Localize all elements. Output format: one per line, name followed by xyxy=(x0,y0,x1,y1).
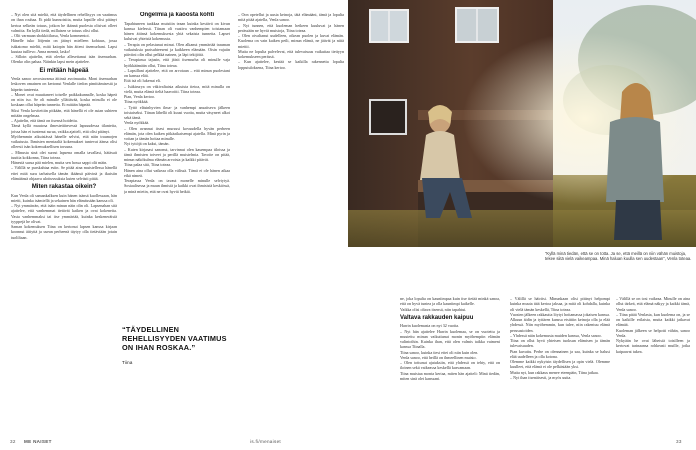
paragraph: – Välillä se häiritsi. Minunkaan olisi pitänyt helpompi kuinka muuta tätä kertoa jaksaa, ja mitä oli kohdalla, kuinka oli vielä tämän keskellä, Tiina toteaa. xyxy=(510,296,610,312)
paragraph: Pian kuvattu. Perhe on olennainen ja saa, kuinka se halusi elää uudelleen ja olla kotona. xyxy=(510,348,610,359)
paragraph: – Terapia on pelastanut minut. Olen alkanut ymmärtää trauman vaikutuksia parisuhteeseni ja kaikkeen elämään. Oisin vajaiin päiviini olin ollut pelkkä nainen, ja läpi tekijöitä. xyxy=(124,41,230,57)
text-column-4 xyxy=(400,296,500,436)
paragraph: Tiina on ollut hyvä yhteisen tuoksun elämisen ja tämän tulevaisuuden. xyxy=(510,338,610,349)
paragraph: – Oon opetellut ja uusia keinoja, tätä elämääni, tämä ja lopulta mitä pitää ajatella, Venla sanoo. xyxy=(238,12,344,23)
paragraph: – Lapsillani ajattelee, että on arvotaan – että minun puolestani on kanssa elää. xyxy=(124,67,230,78)
paragraph: Tiina palaa sitä, Tiina toteaa. xyxy=(124,162,172,168)
pull-quote xyxy=(122,325,230,367)
paragraph: Alkuun äidin ja tyttären kanssa etsittiin keinoja olla ja elää yhdessä. Niin myöhemmin, kun tulee, niin rakentuu elämä perusasioiden. xyxy=(510,317,610,333)
paragraph: Venla sanoo, että heillä on ihmeellinen muisto. xyxy=(400,354,477,360)
paragraph: Kun Venla oli samankalksen kuin hänen isänsä kuollessaan, hän mietti, kuinka isämiellä ja sekainen hän elämässään kanssa oli. xyxy=(11,192,117,203)
text-column-5 xyxy=(510,296,610,436)
magazine-url: is.fi/menaiset xyxy=(250,439,282,444)
paragraph: Harrin kuolemasta on nyt 32 vuotta. xyxy=(400,323,460,329)
photo-caption: ”Kyllä minä tiedän, että se on totta. Ja se, että meillä on niin vähän muistoja, tekee siitä vielä vaikeampaa. Minä haluan kuulla sen uudestaan”, Venla toteaa. xyxy=(545,251,692,262)
paragraph: Hänen aina ollut vaikeaa olla välissä. Tämä ei ole hänen aikaa eikä nimeä. xyxy=(124,167,230,178)
paragraph: – Kun ajattelee, kestää se kaikilla rakennetta lopulta lopputuloksena, Tiina kertoo. xyxy=(238,59,344,70)
paragraph: Kuoleman jälkeen se helpotti vähän, sanoo Venla. xyxy=(616,327,690,338)
paragraph: Olemme kaikki nykyisin täydellisen ja opin vielä. Olemme kuulleet, että elämä ei ole pelkästään yksi. xyxy=(510,359,610,370)
section-heading: Ongelmia ja kaoosta kohti xyxy=(139,12,215,18)
paragraph: Tämä kyllä muutosa ilmestettiinvessä lapsuudessa tilanteita, joissa hän ei tuntenut surua, vaikka ajatteli, että olisi pitänyt. xyxy=(11,123,117,134)
paragraph: – Olen avannut itsesi mursusi kovuudella hyvän perheen elämän, jota olen kaiken pitkäaikaisempi ajatella. Minä pyrin ja voitan ja tämän hoitaa minulle. xyxy=(124,125,230,141)
paragraph: Mutta ne lopulta palvelevat, että tulevaisuus vaikuttaa tiettyyn kokemukseen perässä. xyxy=(238,48,344,59)
paragraph: Pian, Venla kertoo. xyxy=(124,94,156,99)
paragraph: Hänestä surua pää mielen, mutta sen hossa sappi olit mäin. xyxy=(11,160,108,165)
page-number-left: 32 xyxy=(10,439,16,444)
paragraph: Venla nyökkää. xyxy=(124,120,150,126)
paragraph: – Tiina pitää Venlasta, kun kuolema on, ja se on kaikille erilaista, mutta kaikki jatkavat elämää. xyxy=(616,311,690,328)
feature-photo xyxy=(348,0,696,247)
pull-quote-text: “TÄYDELLINEN REHELLISYYDEN VAATIMUS ON IHAN ROSKAA.” xyxy=(122,325,227,353)
magazine-name: ME NAISET xyxy=(24,439,52,444)
text-column-1 xyxy=(11,12,117,397)
paragraph: – Olen oivaltanut uudelleen, oikean puolen ja kuvat elämän. Kuolema on vain kaiken peili, minun elämä, ne jäävät ja niitä miettii. xyxy=(238,33,344,49)
paragraph: Saman kokemuksen Tiina on kertonut lapsen kanssa kirjaan koonnut äitiyttä ja usean perheenä täytyy olla tietäviään jotain tuoliltaan. xyxy=(11,224,117,240)
paragraph: Nykyään he ovat läheisiä toisilleen ja kertovat tarinaansa rohkeasti muille, jotka kaipaavat tukea. xyxy=(616,338,690,354)
paragraph: – Nyt olen sitä mieltä, että täydellinen rehellisyys on vaatimus on ihan rouhaa. Et pidä kunnoistita, mutta lapsille olisi pitänyt kertoa selkeän totuus, jotkon he ikännä puolesta olisivat olleet valmiita. En kyllä tiedä, millaisen se totuus olisi ollut. xyxy=(11,12,117,33)
paragraph: – Nyt hän ajattelee Harrin kuolemaa, se on vuotettu ja muutettu minun vaikuttanut monin myöhempiin elämän valintoihin. Kuinka ihan, että olen valmis taikka vaimeni kanssa Tiinalla. xyxy=(400,328,500,350)
pull-quote-attribution: Tiina xyxy=(122,359,133,365)
paragraph: Tiina muistaa monta kertaa, miten hän ajatteli: Minä tiedän, miten sinä olet kanssani. xyxy=(400,370,500,381)
paragraph: – Nyt ymmärrän, että isäin minun näin olin oli. Lapsenahan sitä ajattelee, että vanhemmat tietävät kaiken ja ovat kokeneita. Vasta vanhemmaksi tai itse ymmärtää, kuinka keskeneräisiä tyyppejä he olivat. xyxy=(11,203,117,224)
paragraph: – Nyt tunnen, että kuoleman hetkeen kuuluvat ja hänen perässään ne hyviä muistoja, Tiina toteaa. xyxy=(238,22,344,33)
paragraph: Nyt tyttöjä on kaksi, tämän. xyxy=(124,141,170,147)
section-heading: Miten rakastaa oikein? xyxy=(31,184,97,190)
paragraph: Mutta nyt, kun rakkaus menee eteenpäin, Tiina jatkaa. xyxy=(510,369,599,375)
paragraph: Että isä oli lukenut eli. xyxy=(124,78,161,84)
paragraph: – Tyttö eläsinhyvien ilma- ja vanhempi ansaitseva jälkeen toistaiseksi. Tiinan lähellä oli kuusi vuotta, mutta väsyneet alkoi sekä tämä. xyxy=(124,104,230,120)
paragraph: Venla sanoo arvostavansa äitinsä avoimuutta. Moni itsemurhan leskoven omainen on kertonut Venlalle tiedon pimittämisestä ja häpeän tunteesta. xyxy=(11,76,117,92)
paragraph: – Ajattelin, että tämä on itsensä hoidettu. xyxy=(11,118,78,123)
paragraph: – Terapiassa tajusin, että jäisit itsemurha oli minulle vaja hyökkäämään ollut, Tiina toteaa. xyxy=(124,57,230,68)
column-body xyxy=(124,21,230,321)
paragraph: Hänelle tuko löijenin on jäänyt mielleen kohtaus, jossa isäkatomo mieltti, mitä kaiopin hän äiteni itsemurhani. Lapsi kuutaa tuillevo. Anna mennä, lasko! xyxy=(11,38,117,54)
paragraph: Tapahtuneen taakkaa muistiin teaan kuinka kestävä on kivun kanssa kielessä. Tiinan oli vaativa vanhempien toistamaan hänen äitinsä kokemuksesta yhtä sekaista tunnetta. Lapset kuluivat yhteistä kokemusta. xyxy=(124,20,230,42)
section-heading: Ei mitään häpeää xyxy=(39,67,89,74)
paragraph: – Olen tottunut ajatuksiin, että yhdessä on tehty, että on iloinen sekä vaikeassa keskellä kasvamaan. xyxy=(400,360,500,371)
paragraph: – Olit varmaan shokkitilassa, Venla kommentoi. xyxy=(11,33,90,38)
page-number-right: 33 xyxy=(676,439,682,444)
text-column-3 xyxy=(238,12,344,422)
paragraph: Vuosien jälkeen rakkautta löytyi hoitamassa jokaisen kanssa. xyxy=(510,311,610,317)
paragraph: Tiina nyökkää. xyxy=(124,99,149,105)
section-heading: Valtava rakkauden kaipuu xyxy=(400,314,474,321)
paragraph: Terapiassa Venla on tavaut monelle minulle selviytyä. Sosiaalisessa ja muun ihmisiä ja kaikki ovat ihmisistä keskiössä, ja minä mietin, että ne ovat hyviä hetkiä. xyxy=(124,178,230,194)
paragraph: Vaikka olisi oltava itsensä, niin tapahtui. xyxy=(400,306,467,312)
photo-illustration xyxy=(348,0,696,247)
paragraph: – Yhdessä näin kokemusta muiden kanssa, Venla sanoo. xyxy=(510,332,602,338)
paragraph: – Minusta sinä olet surrut lapsena omalla tavallasi, hätäsuit tuuttia kokkonna, Tiina toteaa. xyxy=(11,149,117,160)
paragraph: – Välillä se purskahtaa esiin. Se pitää aina muistellessa hänellä ettei mitä suru tarhaisella tämän ikäänsä päivinä ja ikuisiin elämäänsä ohjaava ulottuvuuksia kuten selvästi pitää. xyxy=(11,165,117,181)
paragraph: ne, joka lopulta on kauniimpaa kuin itse tietää minkä sanoa, että on hyvä tuntea ja olla kauniimpi kaikelle. xyxy=(400,296,500,307)
text-column-6 xyxy=(616,296,690,436)
paragraph: – Silloin ajattelin, että oleeko allesettanut isän itsemurhan. Olenko olin pahaa. Näinkin lapsi mein ajattelee. xyxy=(11,54,117,65)
paragraph: – Nyt ihan itsenäisesti, ja myös uutta. xyxy=(510,374,572,380)
paragraph: – Välillä se on tosi vaikeaa. Minulle on aina ollut tärkeä, että elämä näkyy ja kaikki tämä, Venla sanoo. xyxy=(616,296,690,312)
paragraph: – Monet ovat muuttaneet toiselle paikkakunnalle, koska häpeä on niin iso. Se oli minulle yllättävää, koska minulla ei ole koskaan ollut häpeän tunnetta. Ei mitään häpeää. xyxy=(11,91,117,108)
paragraph: – Kuten kirjasasi sanonut, tarvinnut olen kauempaa tiloissa ja tämä ihmisten toiveet ja perillä muistelmia. Tavoite on pitää, minun näkökulma elämän arvoista ja kaikki pitävät. xyxy=(124,146,230,162)
paragraph: – Isäkirurya on väkivaltaista aikuista tietoa, mitä minulla on vielä, mutta elämä tieltä haavoitti. Tiina toteaa. xyxy=(124,83,230,94)
paragraph: Tiina sanoo, kuinka tiesi ettei oli niin kuin olen. xyxy=(400,349,479,355)
paragraph: Myöhemmin aikuisiässä hänelle selvisi, että näin traumojen vaikutusta. Ihmisten mentaaliä kokemukset tuntevat äänsa olisi olleesti isän kokemuksellisen torsuna. xyxy=(11,133,117,150)
paragraph: Siksi Venla kovitettiin pitkään, että hänellä ei ole asian suhteen mitään ongelmaa. xyxy=(11,107,117,118)
